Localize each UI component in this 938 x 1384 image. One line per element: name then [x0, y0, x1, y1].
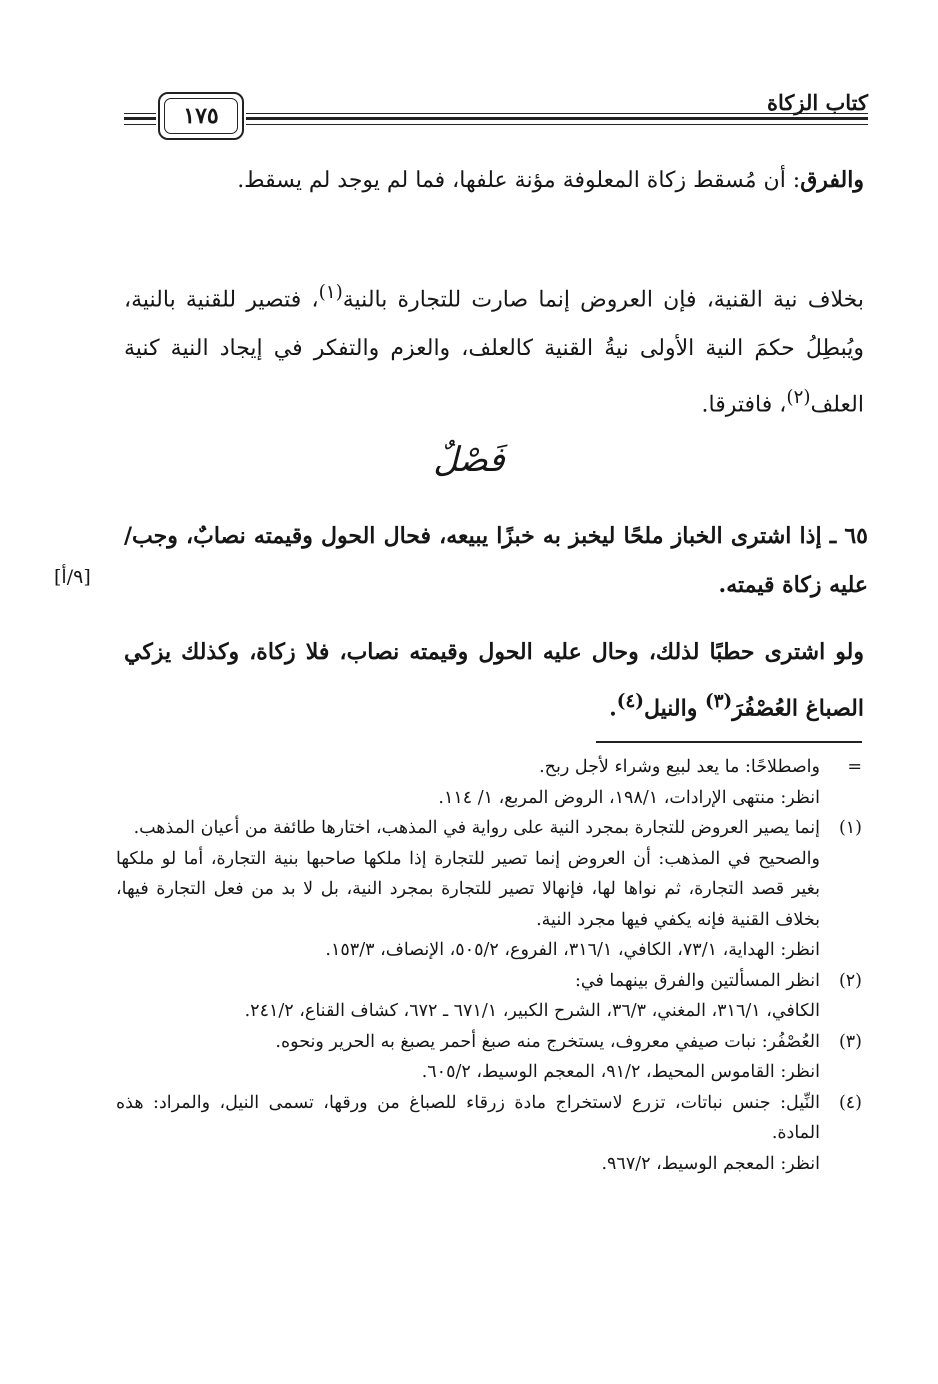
- section-heading: فَصْلٌ: [433, 440, 505, 480]
- paragraph-text: بخلاف نية القنية، فإن العروض إنما صارت للتجارة بالنية: [342, 287, 865, 313]
- footnote-3: [116, 1027, 862, 1088]
- footnote-separator: [596, 741, 862, 743]
- footnote-marker: =: [847, 757, 862, 777]
- footnote-marker: (٤): [838, 1092, 862, 1113]
- footnote-ref-1[interactable]: (١): [318, 282, 343, 303]
- paragraph-firewood: [124, 628, 864, 733]
- header-rule: [124, 124, 156, 125]
- running-title: كتاب الزكاة: [766, 90, 868, 115]
- manuscript-folio-marker: [٩/أ]: [54, 566, 91, 588]
- lead-term: والفرق: [800, 167, 864, 193]
- paragraph-text: .: [609, 695, 617, 722]
- footnote-line: والصحيح في المذهب: أن العروض إنما تصير للتجارة إذا ملكها صاحبها بنية التجارة، أما لو ملكها بغير قصد التجارة، ثم نواها لها، فإنهالا تصير للتجارة بمجرد النية، بل لا بد من فعل التجارة فيها، بخلاف القنية فإنه يكفي فيها مجرد النية.: [116, 848, 820, 930]
- footnote-ref-4[interactable]: (٤): [616, 691, 644, 712]
- footnote-line: إنما يصير العروض للتجارة بمجرد النية على رواية في المذهب، اختارها طائفة من أعيان المذهب.: [133, 818, 820, 838]
- footnote-line: انظر: الهداية، ٧٣/١، الكافي، ٣١٦/١، الفروع، ٥٠٥/٢، الإنصاف، ١٥٣/٣.: [325, 940, 820, 960]
- paragraph-text: : أن مُسقط زكاة المعلوفة مؤنة علفها، فما لم يوجد لم يسقط.: [237, 168, 801, 193]
- footnote-4: [116, 1088, 862, 1180]
- footnote-ref-2[interactable]: (٢): [786, 387, 811, 409]
- footnote-line: انظر: القاموس المحيط، ٩١/٢، المعجم الوسيط، ٦٠٥/٢.: [421, 1062, 820, 1082]
- footnote-1: [116, 813, 862, 966]
- header-rule: [246, 124, 868, 125]
- footnote-line: انظر المسألتين والفرق بينهما في:: [575, 970, 820, 991]
- paragraph-text: ولو اشترى حطبًا لذلك، وحال عليه الحول وقيمته نصاب، فلا زكاة، وكذلك يزكي الصباغ العُصْفُرَ: [124, 639, 864, 722]
- footnote-line: واصطلاحًا: ما يعد لبيع وشراء لأجل ربح.: [539, 757, 820, 777]
- footnotes: [116, 752, 862, 1179]
- footnote-line: انظر: منتهى الإرادات، ١٩٨/١، الروض المربع، ١/ ١١٤.: [438, 787, 820, 808]
- header-rule: [246, 113, 868, 114]
- footnote-line: النِّيل: جنس نباتات، تزرع لاستخراج مادة زرقاء للصباغ من ورقها، تسمى النيل، والمراد: هذه المادة.: [116, 1092, 820, 1143]
- page-number: ١٧٥: [183, 103, 219, 129]
- paragraph-text: والنيل: [643, 695, 705, 722]
- footnote-2: [116, 966, 862, 1027]
- footnote-line: انظر: المعجم الوسيط، ٩٦٧/٢.: [601, 1153, 820, 1174]
- footnote-continued: [116, 752, 862, 813]
- paragraph-difference: [124, 156, 864, 205]
- paragraph-qunya: [124, 268, 864, 430]
- header-rule: [124, 113, 156, 114]
- header-rule: [246, 117, 868, 120]
- footnote-marker: (٢): [838, 970, 862, 991]
- paragraph-text: ، فافترقا.: [701, 392, 787, 418]
- paragraph-text: ، فتصير للقنية بالنية، ويُبطِلُ حكمَ النية الأولى نيةُ القنية كالعلف، والعزم والتفكر في إيجاد النية كنية العلف: [124, 287, 864, 418]
- footnote-line: الكافي، ٣١٦/١، المغني، ٣٦/٣، الشرح الكبير، ٦٧١/١ ـ ٦٧٢، كشاف القناع، ٢٤١/٢.: [244, 1001, 820, 1021]
- footnote-line: العُصْفُر: نبات صيفي معروف، يستخرج منه صبغ أحمر يصبغ به الحرير ونحوه.: [275, 1031, 820, 1052]
- footnote-ref-3[interactable]: (٣): [705, 691, 733, 712]
- paragraph-issue-65: ٦٥ ـ إذا اشترى الخباز ملحًا ليخبز به خبزًا يبيعه، فحال الحول وقيمته نصابٌ، وجب/ عليه زكاة قيمته.: [124, 523, 868, 598]
- header-rule: [124, 117, 156, 120]
- footnote-marker: (١): [838, 818, 862, 838]
- footnote-marker: (٣): [838, 1031, 862, 1052]
